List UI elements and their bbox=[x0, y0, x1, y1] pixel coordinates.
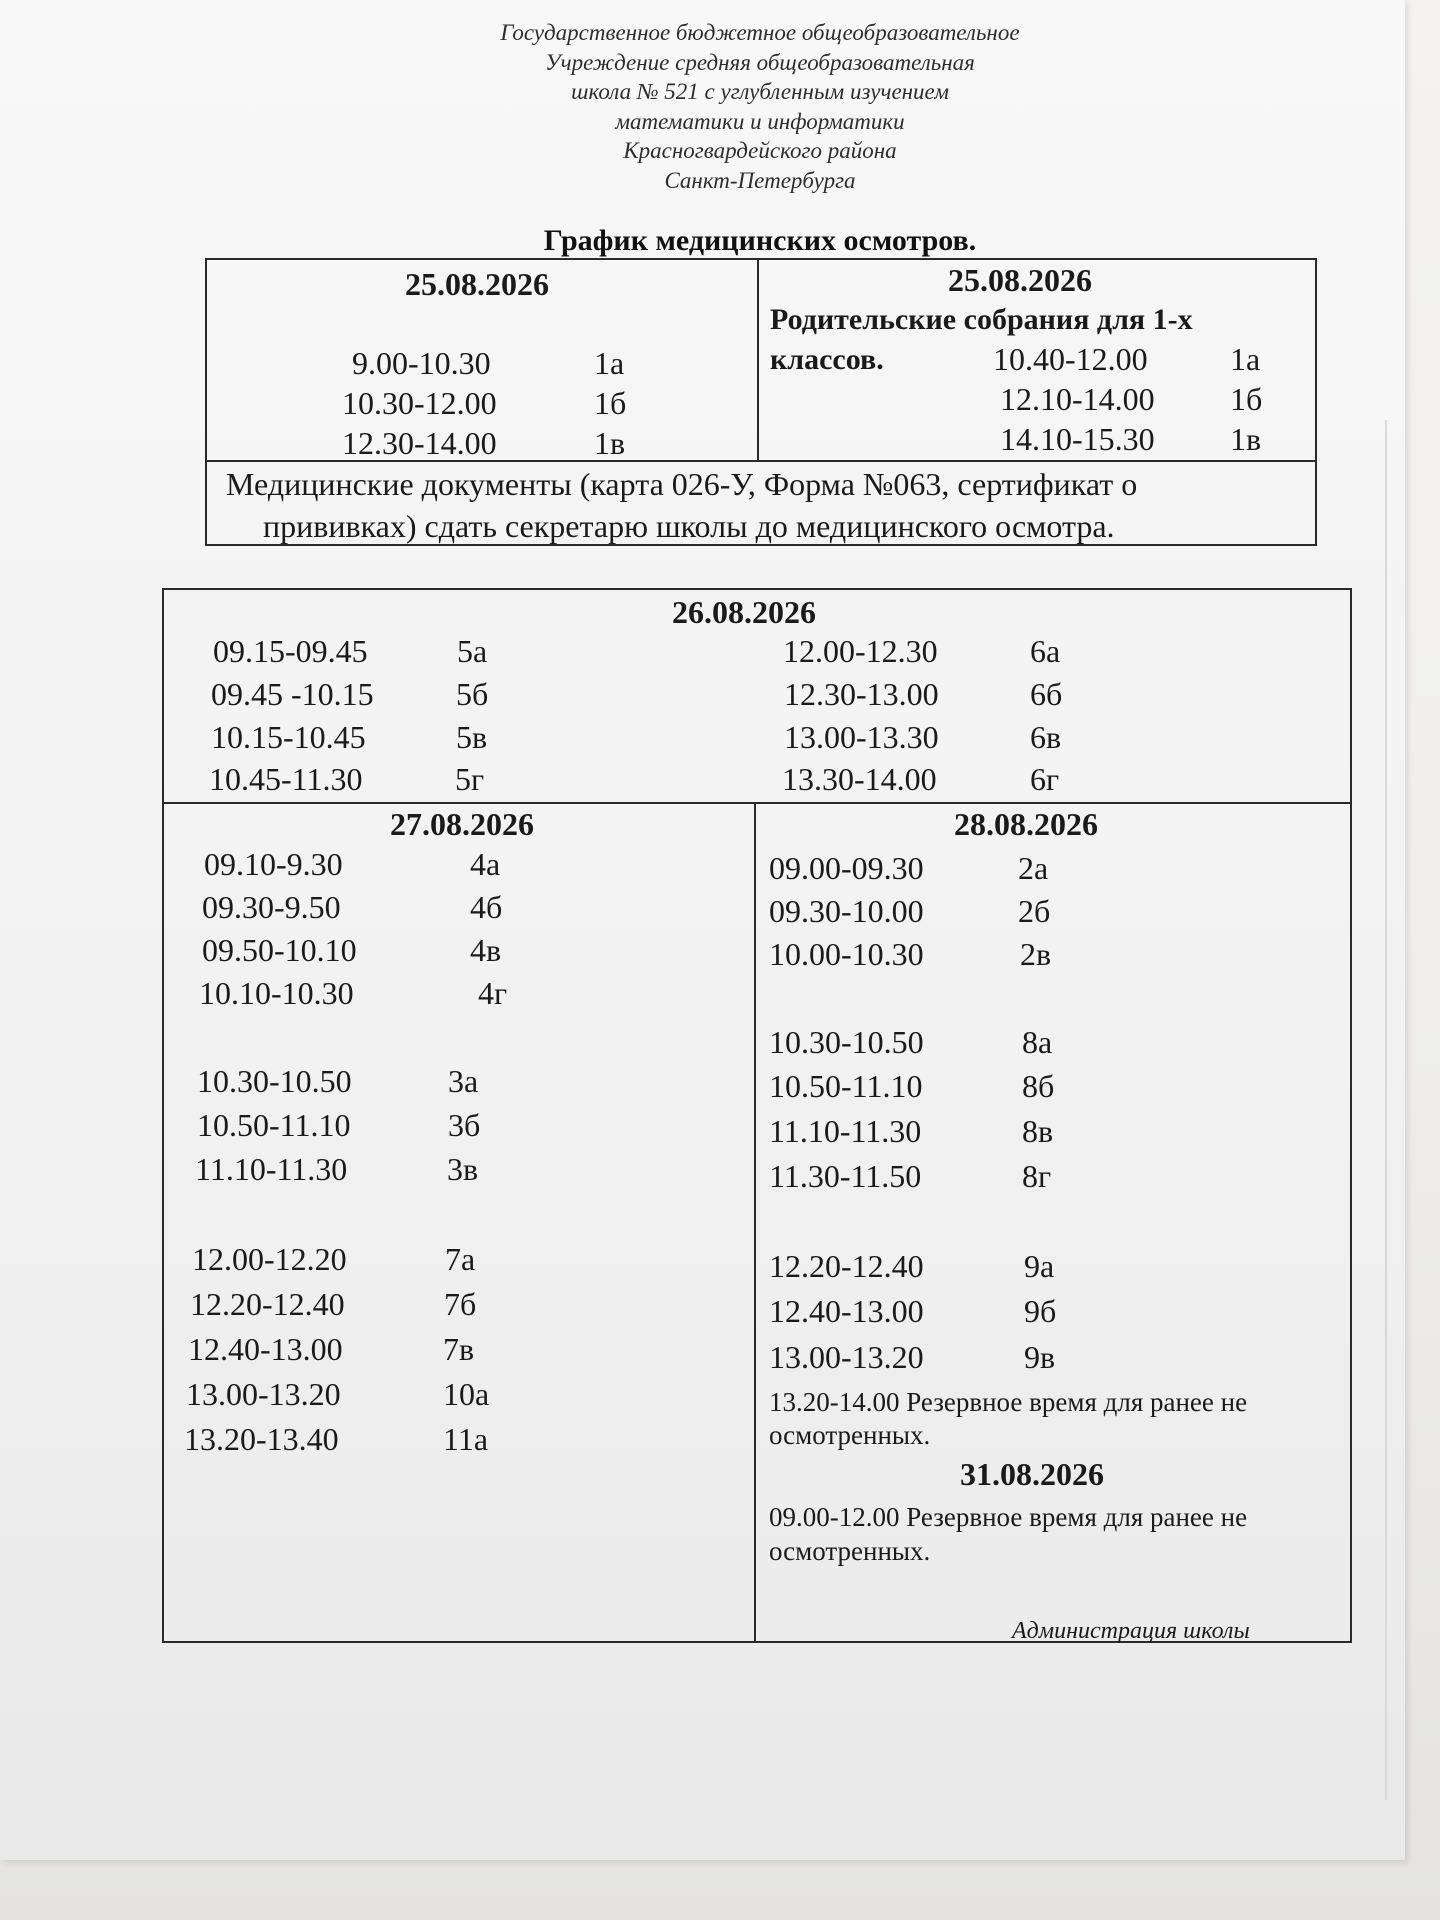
time-slot: 10.50-11.10 bbox=[197, 1107, 351, 1143]
class-label: 1в bbox=[1230, 421, 1262, 457]
time-slot: 12.00-12.30 bbox=[783, 633, 938, 669]
time-slot: 12.30-13.00 bbox=[784, 676, 939, 712]
document-title: График медицинских осмотров. bbox=[543, 224, 977, 257]
class-label: 4б bbox=[470, 889, 503, 925]
class-label: 9в bbox=[1024, 1339, 1056, 1375]
time-slot: 09.15-09.45 bbox=[213, 633, 368, 669]
meeting-heading: классов. bbox=[770, 343, 884, 376]
time-slot: 09.50-10.10 bbox=[202, 932, 357, 968]
class-label: 8а bbox=[1022, 1024, 1053, 1060]
class-label: 3б bbox=[448, 1107, 481, 1143]
class-label: 5б bbox=[456, 676, 489, 712]
class-label: 4а bbox=[470, 846, 501, 882]
class-label: 2в bbox=[1020, 936, 1052, 972]
time-slot: 12.40-13.00 bbox=[188, 1331, 343, 1367]
class-label: 3в bbox=[447, 1151, 479, 1187]
time-slot: 9.00-10.30 bbox=[352, 345, 491, 381]
time-slot: 09.30-10.00 bbox=[769, 893, 924, 929]
documents-note: Медицинские документы (карта 026-У, Форма №063, сертификат о bbox=[226, 466, 1138, 502]
class-label: 1б bbox=[1230, 381, 1263, 417]
time-slot: 09.45 -10.15 bbox=[211, 676, 374, 712]
time-slot: 13.00-13.30 bbox=[784, 719, 939, 755]
date-heading: 28.08.2026 bbox=[954, 806, 1098, 842]
time-slot: 10.00-10.30 bbox=[769, 936, 924, 972]
header-line: Красногвардейского района bbox=[623, 138, 897, 163]
class-label: 1б bbox=[594, 385, 627, 421]
time-slot: 12.40-13.00 bbox=[769, 1293, 924, 1329]
class-label: 6а bbox=[1030, 633, 1061, 669]
header-line: Санкт-Петербурга bbox=[664, 167, 856, 193]
time-slot: 14.10-15.30 bbox=[1000, 421, 1155, 457]
reserve-note: осмотренных. bbox=[769, 1420, 931, 1450]
time-slot: 09.00-09.30 bbox=[769, 850, 924, 886]
time-slot: 12.20-12.40 bbox=[769, 1248, 924, 1284]
table-divider bbox=[162, 802, 1352, 804]
time-slot: 10.30-10.50 bbox=[197, 1063, 352, 1099]
time-slot: 11.30-11.50 bbox=[769, 1158, 922, 1194]
time-slot: 11.10-11.30 bbox=[195, 1151, 348, 1187]
class-label: 7в bbox=[443, 1331, 475, 1367]
time-slot: 10.15-10.45 bbox=[211, 719, 366, 755]
class-label: 4в bbox=[470, 932, 502, 968]
header-line: школа № 521 с углубленным изучением bbox=[571, 79, 949, 104]
header-line: Учреждение средняя общеобразовательная bbox=[545, 49, 975, 75]
class-label: 4г bbox=[478, 975, 508, 1011]
class-label: 6в bbox=[1030, 719, 1062, 755]
time-slot: 09.10-9.30 bbox=[204, 846, 343, 882]
class-label: 1в bbox=[594, 425, 626, 461]
reserve-note: 13.20-14.00 Резервное время для ранее не bbox=[769, 1387, 1248, 1417]
time-slot: 10.40-12.00 bbox=[993, 341, 1148, 377]
class-label: 7б bbox=[444, 1286, 477, 1322]
meeting-heading: Родительские собрания для 1-х bbox=[770, 303, 1193, 336]
time-slot: 10.50-11.10 bbox=[769, 1068, 923, 1104]
time-slot: 12.10-14.00 bbox=[1000, 381, 1155, 417]
documents-note: прививках) сдать секретарю школы до медицинского осмотра. bbox=[263, 508, 1115, 544]
time-slot: 10.45-11.30 bbox=[209, 761, 363, 797]
class-label: 5а bbox=[457, 633, 488, 669]
school-header bbox=[360, 18, 1160, 195]
date-heading: 26.08.2026 bbox=[672, 594, 816, 630]
time-slot: 13.20-13.40 bbox=[184, 1421, 339, 1457]
class-label: 1а bbox=[1230, 341, 1261, 377]
date-heading: 27.08.2026 bbox=[390, 806, 534, 842]
date-heading: 25.08.2026 bbox=[948, 262, 1092, 298]
header-line: математики и информатики bbox=[615, 108, 905, 134]
time-slot: 09.30-9.50 bbox=[202, 889, 341, 925]
time-slot: 11.10-11.30 bbox=[769, 1113, 922, 1149]
class-label: 6г bbox=[1030, 761, 1060, 797]
class-label: 8в bbox=[1022, 1113, 1054, 1149]
class-label: 5в bbox=[456, 719, 488, 755]
time-slot: 13.00-13.20 bbox=[186, 1376, 341, 1412]
time-slot: 10.10-10.30 bbox=[199, 975, 354, 1011]
time-slot: 10.30-12.00 bbox=[342, 385, 497, 421]
class-label: 5г bbox=[455, 761, 485, 797]
class-label: 2б bbox=[1018, 893, 1051, 929]
class-label: 6б bbox=[1030, 676, 1063, 712]
reserve-note: осмотренных. bbox=[769, 1536, 931, 1566]
time-slot: 13.30-14.00 bbox=[782, 761, 937, 797]
date-heading: 31.08.2026 bbox=[960, 1456, 1104, 1492]
header-line: Государственное бюджетное общеобразовательное bbox=[500, 20, 1020, 45]
time-slot: 12.30-14.00 bbox=[342, 425, 497, 461]
time-slot: 12.20-12.40 bbox=[190, 1286, 345, 1322]
time-slot: 13.00-13.20 bbox=[769, 1339, 924, 1375]
paper-edge-line bbox=[1385, 420, 1387, 1800]
class-label: 8г bbox=[1022, 1158, 1052, 1194]
table-divider bbox=[757, 258, 759, 461]
date-heading: 25.08.2026 bbox=[405, 266, 549, 302]
class-label: 1а bbox=[594, 345, 625, 381]
class-label: 9б bbox=[1024, 1293, 1057, 1329]
class-label: 8б bbox=[1022, 1068, 1055, 1104]
class-label: 9а bbox=[1024, 1248, 1055, 1284]
class-label: 3а bbox=[448, 1063, 479, 1099]
class-label: 10а bbox=[443, 1376, 490, 1412]
time-slot: 12.00-12.20 bbox=[192, 1241, 347, 1277]
table-divider bbox=[754, 802, 756, 1643]
class-label: 7а bbox=[445, 1241, 476, 1277]
reserve-note: 09.00-12.00 Резервное время для ранее не bbox=[769, 1502, 1248, 1532]
time-slot: 10.30-10.50 bbox=[769, 1024, 924, 1060]
class-label: 2а bbox=[1018, 850, 1049, 886]
class-label: 11а bbox=[443, 1421, 489, 1457]
signature: Администрация школы bbox=[1012, 1618, 1250, 1644]
